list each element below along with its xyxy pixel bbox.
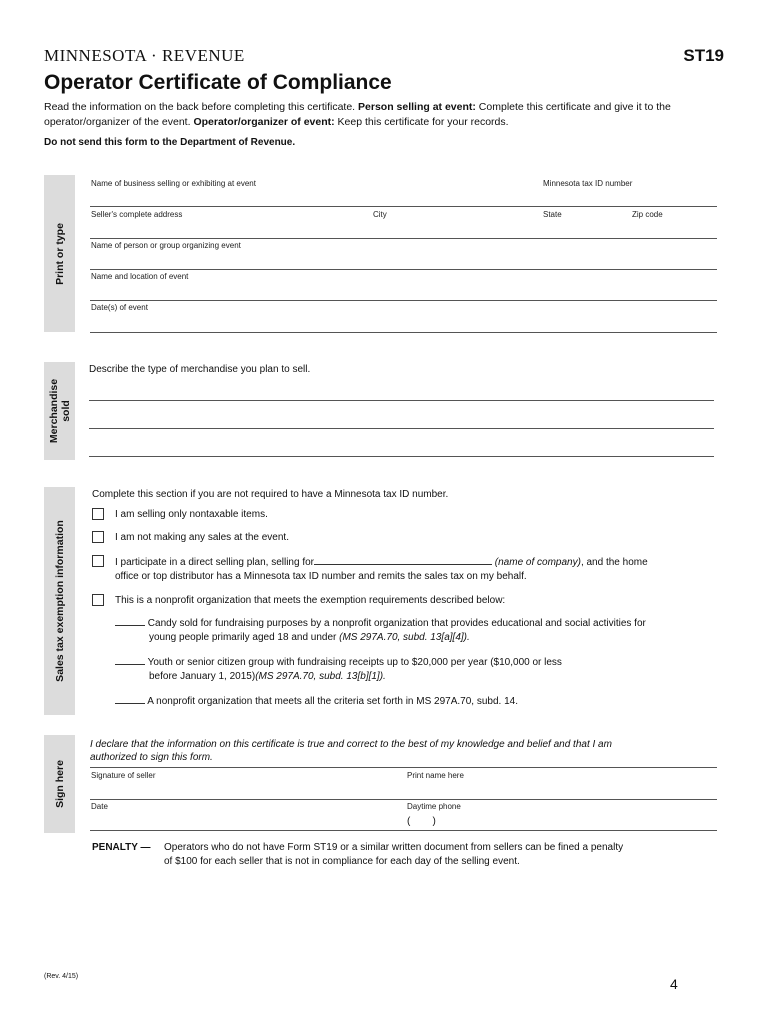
youth-text-a: Youth or senior citizen group with fundraising receipts up to $20,000 per year ($10,000 or less: [147, 657, 562, 668]
page-title: Operator Certificate of Compliance: [44, 71, 392, 94]
phone-label: Daytime phone: [407, 802, 461, 811]
brand-logo-text: MINNESOTA · REVENUE: [44, 46, 245, 65]
penalty-text: [164, 841, 724, 869]
merchandise-prompt: Describe the type of merchandise you plan to sell.: [89, 364, 311, 375]
event-dates-label: Date(s) of event: [91, 303, 148, 312]
merchandise-line-3[interactable]: [89, 456, 714, 457]
direct-selling-text-c: , and the home: [580, 557, 648, 568]
intro-text-2: Complete this certificate and give it to the operator/organizer of the event.: [44, 101, 671, 128]
declaration-line-1: I declare that the information on this certificate is true and correct to the best of my knowledge and belief and that I am: [90, 739, 612, 750]
sub-option-nonprofit: [115, 694, 720, 709]
intro-text-1: Read the information on the back before completing this certificate.: [44, 101, 359, 113]
event-dates-field[interactable]: [90, 301, 717, 333]
option-direct-selling-label: [115, 555, 715, 584]
checkbox-direct-selling[interactable]: [92, 555, 104, 567]
declaration-line-2: authorized to sign this form.: [90, 752, 213, 763]
youth-text-b: before January 1, 2015): [149, 671, 256, 682]
penalty-text-1: Operators who do not have Form ST19 or a similar written document from sellers can be fined a penalty: [164, 842, 624, 853]
candy-text-b: young people primarily aged 18 and under: [149, 632, 340, 643]
date-label: Date: [91, 802, 108, 811]
merchandise-line-1[interactable]: [89, 400, 714, 401]
company-name-blank[interactable]: [314, 555, 492, 565]
event-location-label: Name and location of event: [91, 272, 189, 281]
tab-merchandise-sold: [44, 362, 75, 460]
penalty-label: PENALTY —: [92, 842, 151, 853]
business-name-label: Name of business selling or exhibiting at event: [91, 179, 256, 188]
form-number: ST19: [683, 46, 724, 65]
page-number: 4: [670, 976, 678, 992]
tab-merch-label: [48, 379, 72, 443]
merchandise-line-2[interactable]: [89, 428, 714, 429]
intro-bold-operator: Operator/organizer of event:: [193, 116, 335, 128]
checkbox-nonprofit[interactable]: [92, 594, 104, 606]
sub-option-candy: [115, 616, 720, 645]
direct-selling-text-a: I participate in a direct selling plan, selling for: [115, 557, 314, 568]
tab-print-or-type: [44, 175, 75, 332]
direct-selling-text-b: (name of company): [494, 557, 581, 568]
nonprofit-text: A nonprofit organization that meets all the criteria set forth in MS 297A.70, subd. 14.: [147, 696, 519, 707]
youth-text-c: (MS 297A.70, subd. 13[b][1]).: [255, 671, 386, 682]
exemption-intro: Complete this section if you are not required to have a Minnesota tax ID number.: [92, 489, 449, 500]
print-name-label: Print name here: [407, 771, 464, 780]
tab-sign-here: [44, 735, 75, 833]
tab-print-label: Print or type: [53, 222, 66, 285]
seller-address-field[interactable]: [90, 207, 717, 239]
candy-text-a: Candy sold for fundraising purposes by a nonprofit organization that provides educational and social activities for: [147, 618, 646, 629]
penalty-text-2: of $100 for each seller that is not in compliance for each day of the selling event.: [164, 856, 520, 867]
tab-exempt-label: Sales tax exemption information: [53, 520, 66, 682]
address-label: Seller's complete address: [91, 210, 183, 219]
checkbox-nontaxable[interactable]: [92, 508, 104, 520]
city-label: City: [373, 210, 387, 219]
signature-label: Signature of seller: [91, 771, 156, 780]
option-nonprofit-label: This is a nonprofit organization that meets the exemption requirements described below:: [115, 595, 506, 606]
organizer-label: Name of person or group organizing event: [91, 241, 241, 250]
option-no-sales-label: I am not making any sales at the event.: [115, 532, 289, 543]
sub-option-youth: [115, 655, 720, 684]
direct-selling-text-d: office or top distributor has a Minnesota tax ID number and remits the sales tax on my behalf.: [115, 571, 527, 582]
declaration: [90, 738, 720, 764]
date-phone-field[interactable]: [90, 799, 717, 831]
tab-merch-label-2: sold: [59, 400, 72, 422]
option-nontaxable-label: I am selling only nontaxable items.: [115, 509, 268, 520]
nonprofit-blank[interactable]: [115, 694, 145, 704]
checkbox-no-sales[interactable]: [92, 531, 104, 543]
tax-id-label: Minnesota tax ID number: [543, 179, 633, 188]
intro-paragraph: [44, 100, 724, 130]
tab-sign-label: Sign here: [53, 760, 66, 808]
tab-sales-tax-exemption: [44, 487, 75, 715]
tab-merch-label-1: Merchandise: [47, 378, 60, 444]
zip-label: Zip code: [632, 210, 663, 219]
candy-blank[interactable]: [115, 616, 145, 626]
revision-date: (Rev. 4/15): [44, 973, 79, 980]
phone-area-code: ( ): [407, 816, 436, 827]
intro-text-3: Keep this certificate for your records.: [334, 116, 509, 128]
intro-bold-seller: Person selling at event:: [358, 101, 476, 113]
signature-field[interactable]: [90, 767, 717, 800]
youth-blank[interactable]: [115, 655, 145, 665]
do-not-send-notice: Do not send this form to the Department of Revenue.: [44, 137, 296, 148]
state-label: State: [543, 210, 562, 219]
candy-text-c: (MS 297A.70, subd. 13[a][4]).: [339, 632, 470, 643]
